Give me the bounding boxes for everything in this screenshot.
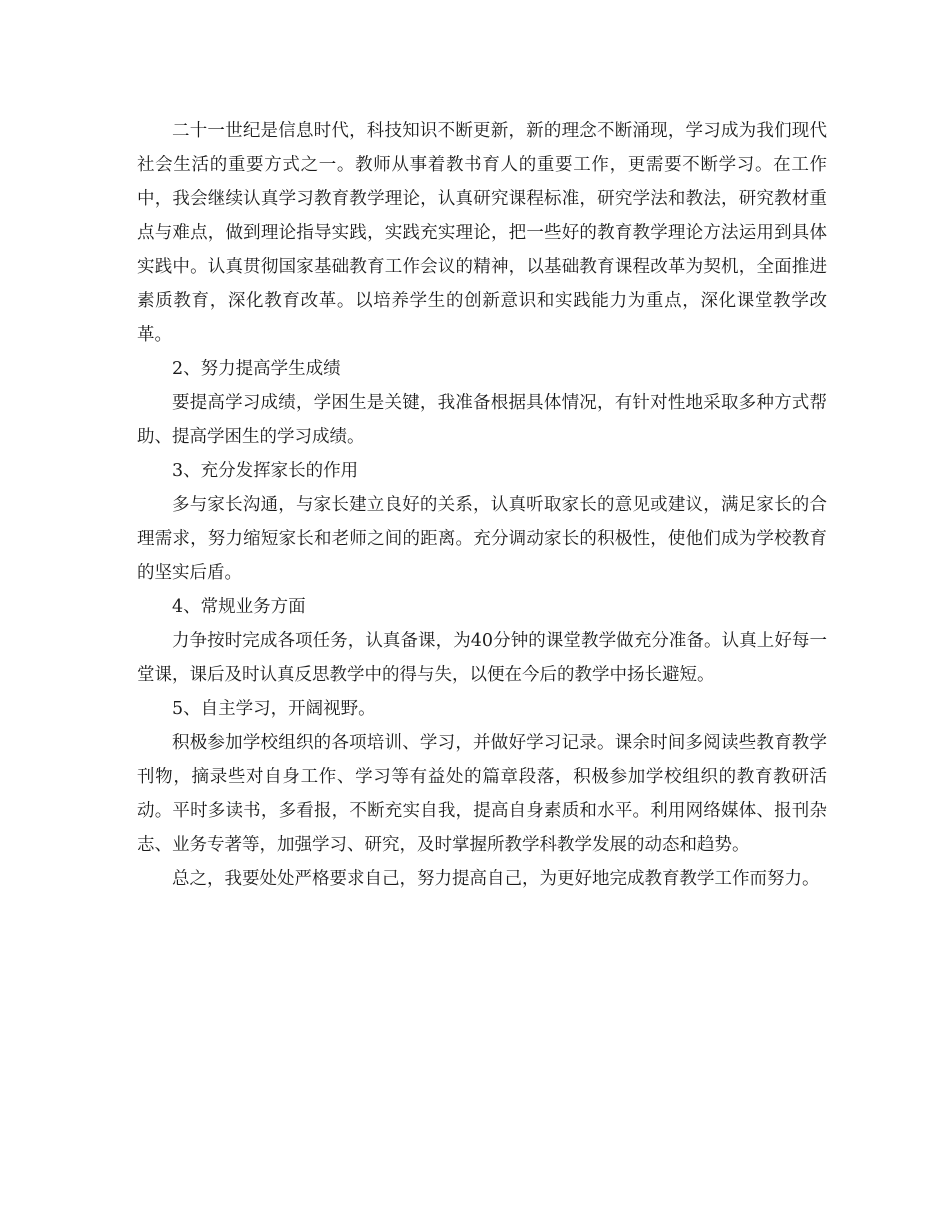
- paragraph-parents-role: 多与家长沟通，与家长建立良好的关系，认真听取家长的意见或建议，满足家长的合理需求，努力缩短家长和老师之间的距离。充分调动家长的积极性，使他们成为学校教育的坚实后盾。: [137, 495, 827, 583]
- heading-routine-work: 4、常规业务方面: [172, 597, 306, 617]
- heading-improve-grades: 2、努力提高学生成绩: [172, 359, 341, 379]
- paragraph-improve-grades: 要提高学习成绩，学困生是关键，我准备根据具体情况，有针对性地采取多种方式帮助、提高学困生的学习成绩。: [137, 393, 827, 447]
- paragraph-conclusion: 总之，我要处处严格要求自己，努力提高自己，为更好地完成教育教学工作而努力。: [172, 869, 820, 889]
- paragraph-self-study: 积极参加学校组织的各项培训、学习，并做好学习记录。课余时间多阅读些教育教学刊物，摘录些对自身工作、学习等有益处的篇章段落，积极参加学校组织的教育教研活动。平时多读书，多看报，不断充实自我，提高自身素质和水平。利用网络媒体、报刊杂志、业务专著等，加强学习、研究，及时掌握所教学科教学发展的动态和趋势。: [137, 733, 827, 855]
- paragraph-routine-work: 力争按时完成各项任务，认真备课，为40分钟的课堂教学做充分准备。认真上好每一堂课，课后及时认真反思教学中的得与失，以便在今后的教学中扬长避短。: [137, 631, 827, 685]
- paragraph-intro: 二十一世纪是信息时代，科技知识不断更新，新的理念不断涌现，学习成为我们现代社会生活的重要方式之一。教师从事着教书育人的重要工作，更需要不断学习。在工作中，我会继续认真学习教育教学理论，认真研究课程标准，研究学法和教法，研究教材重点与难点，做到理论指导实践，实践充实理论，把一些好的教育教学理论方法运用到具体实践中。认真贯彻国家基础教育工作会议的精神，以基础教育课程改革为契机，全面推进素质教育，深化教育改革。以培养学生的创新意识和实践能力为重点，深化课堂教学改革。: [137, 121, 827, 345]
- document-body: [137, 114, 827, 896]
- heading-parents-role: 3、充分发挥家长的作用: [172, 461, 359, 481]
- heading-self-study: 5、自主学习，开阔视野。: [172, 699, 376, 719]
